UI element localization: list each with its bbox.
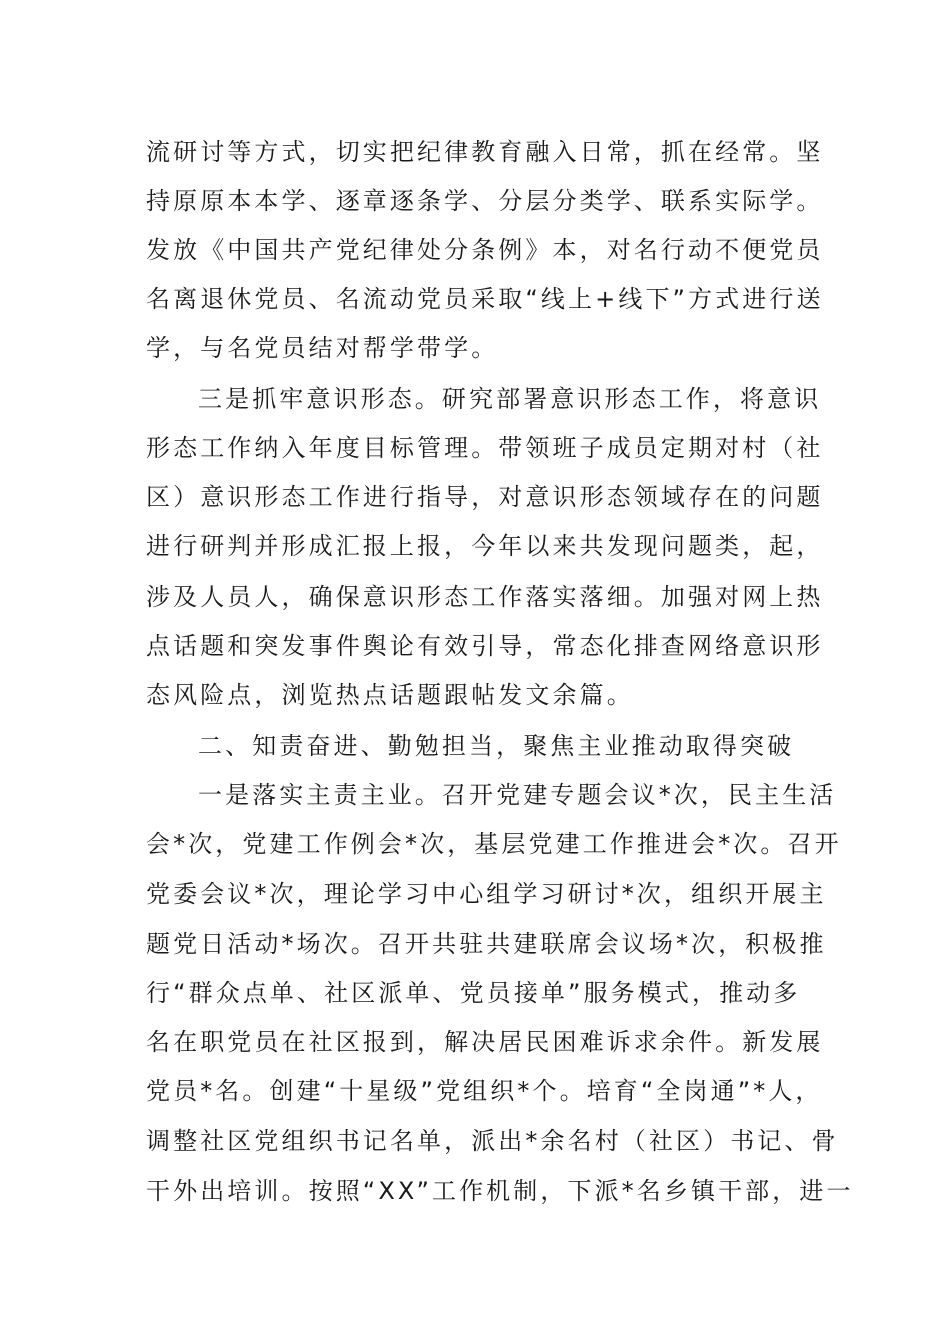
text-line: 发放《中国共产党纪律处分条例》本，对名行动不便党员 bbox=[146, 236, 824, 264]
text-line: 党委会议*次，理论学习中心组学习研讨*次，组织开展主 bbox=[146, 880, 827, 908]
text-line: 党员*名。创建“十星级”党组织*个。培育“全岗通”*人， bbox=[146, 1077, 823, 1105]
text-line: 名离退休党员、名流动党员采取“线上+线下”方式进行送 bbox=[146, 285, 824, 313]
text-line: 调整社区党组织书记名单，派出*余名村（社区）书记、骨 bbox=[146, 1127, 839, 1155]
paragraph-first-line: 一是落实主责主业。召开党建专题会议*次，民主生活 bbox=[198, 781, 837, 809]
text-line: 行“群众点单、社区派单、党员接单”服务模式，推动多 bbox=[146, 979, 801, 1007]
text-line: 形态工作纳入年度目标管理。带领班子成员定期对村（社 bbox=[146, 434, 824, 462]
text-line: 态风险点，浏览热点话题跟帖发文余篇。 bbox=[146, 681, 634, 709]
text-line: 题党日活动*场次。召开共驻共建联席会议场*次，积极推 bbox=[146, 930, 827, 958]
section-heading: 二、知责奋进、勤勉担当，聚焦主业推动取得突破 bbox=[198, 732, 795, 760]
text-line: 涉及人员人，确保意识形态工作落实落细。加强对网上热 bbox=[146, 583, 824, 611]
text-line: 进行研判并形成汇报上报，今年以来共发现问题类，起， bbox=[146, 532, 824, 560]
text-line: 持原原本本学、逐章逐条学、分层分类学、联系实际学。 bbox=[146, 187, 824, 215]
text-line: 名在职党员在社区报到，解决居民困难诉求余件。新发展 bbox=[146, 1028, 824, 1056]
text-line: 会*次，党建工作例会*次，基层党建工作推进会*次。召开 bbox=[146, 830, 842, 858]
paragraph-first-line: 三是抓牢意识形态。研究部署意识形态工作，将意识 bbox=[198, 385, 822, 413]
text-line: 区）意识形态工作进行指导，对意识形态领域存在的问题 bbox=[146, 483, 824, 511]
text-line: 点话题和突发事件舆论有效引导，常态化排查网络意识形 bbox=[146, 632, 824, 660]
text-line: 学，与名党员结对帮学带学。 bbox=[146, 334, 499, 362]
text-line: 流研讨等方式，切实把纪律教育融入日常，抓在经常。坚 bbox=[146, 138, 824, 166]
text-line: 干外出培训。按照“XX”工作机制，下派*名乡镇干部，进一 bbox=[146, 1177, 854, 1205]
